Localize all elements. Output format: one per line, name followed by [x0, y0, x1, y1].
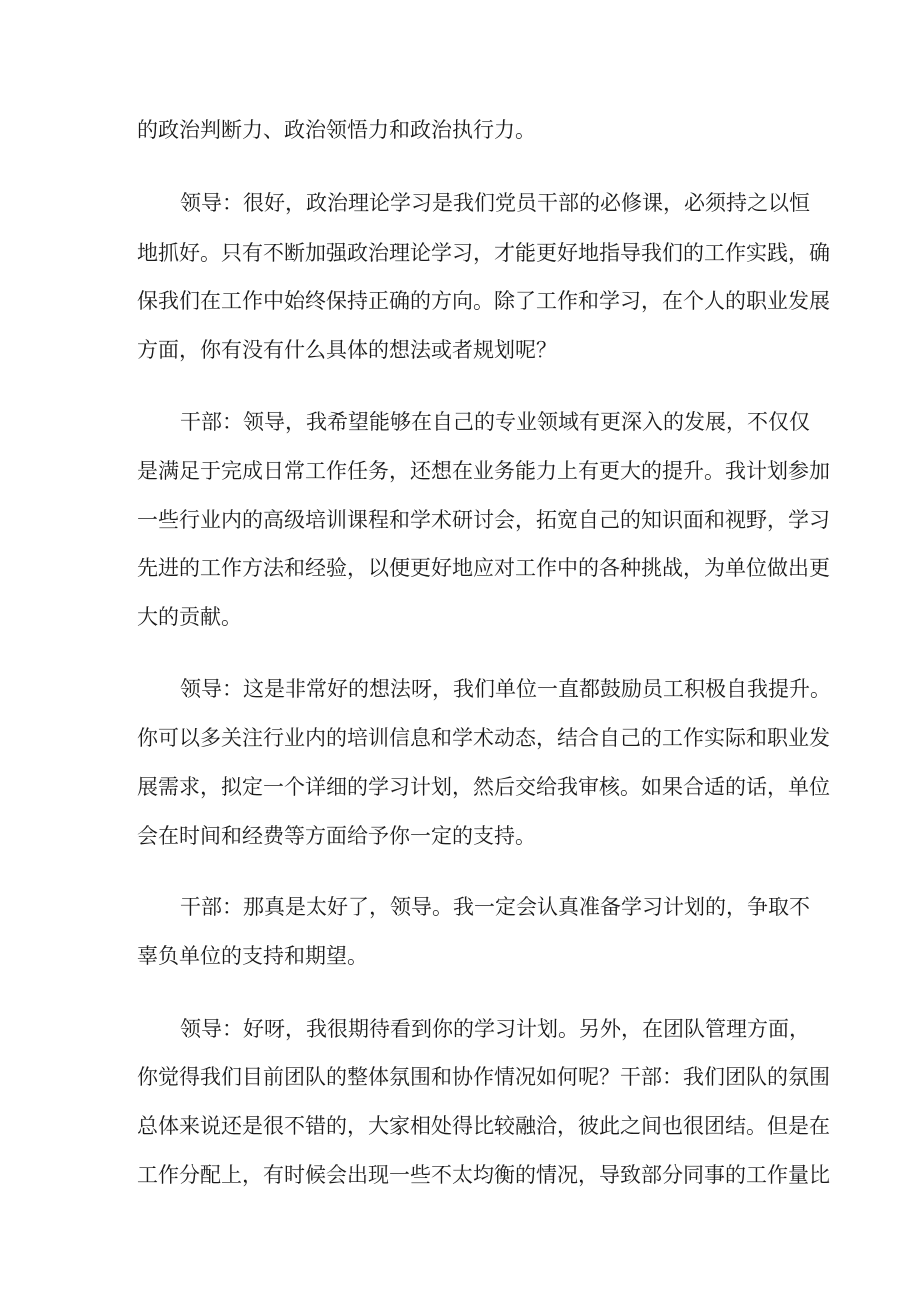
- paragraph-line: 的政治判断力、政治领悟力和政治执行力。: [137, 118, 536, 142]
- paragraph-line: 保我们在工作中始终保持正确的方向。除了工作和学习，在个人的职业发展: [137, 289, 830, 313]
- paragraph-line: 是满足于完成日常工作任务，还想在业务能力上有更大的提升。我计划参加: [137, 459, 830, 483]
- paragraph-line: 地抓好。只有不断加强政治理论学习，才能更好地指导我们的工作实践，确: [137, 241, 830, 265]
- paragraph-line: 大的贡献。: [137, 605, 242, 629]
- paragraph-line: 方面，你有没有什么具体的想法或者规划呢？: [137, 338, 557, 362]
- paragraph-line: 总体来说还是很不错的，大家相处得比较融洽，彼此之间也很团结。但是在: [137, 1114, 830, 1138]
- paragraph-line: 领导：这是非常好的想法呀，我们单位一直都鼓励员工积极自我提升。: [180, 677, 831, 701]
- paragraph-line: 展需求，拟定一个详细的学习计划，然后交给我审核。如果合适的话，单位: [137, 775, 830, 799]
- paragraph-line: 会在时间和经费等方面给予你一定的支持。: [137, 824, 536, 848]
- paragraph-line: 你可以多关注行业内的培训信息和学术动态，结合自己的工作实际和职业发: [137, 726, 830, 750]
- paragraph-line: 干部：那真是太好了，领导。我一定会认真准备学习计划的，争取不: [180, 895, 810, 919]
- paragraph-line: 辜负单位的支持和期望。: [137, 944, 368, 968]
- paragraph-line: 你觉得我们目前团队的整体氛围和协作情况如何呢？干部：我们团队的氛围: [137, 1065, 830, 1089]
- paragraph-line: 工作分配上，有时候会出现一些不太均衡的情况，导致部分同事的工作量比: [137, 1163, 830, 1187]
- paragraph-line: 领导：很好，政治理论学习是我们党员干部的必修课，必须持之以恒: [180, 191, 810, 215]
- paragraph-line: 一些行业内的高级培训课程和学术研讨会，拓宽自己的知识面和视野，学习: [137, 508, 830, 532]
- paragraph-line: 先进的工作方法和经验，以便更好地应对工作中的各种挑战，为单位做出更: [137, 556, 830, 580]
- paragraph-line: 干部：领导，我希望能够在自己的专业领域有更深入的发展，不仅仅: [180, 410, 810, 434]
- paragraph-line: 领导：好呀，我很期待看到你的学习计划。另外，在团队管理方面，: [180, 1017, 810, 1041]
